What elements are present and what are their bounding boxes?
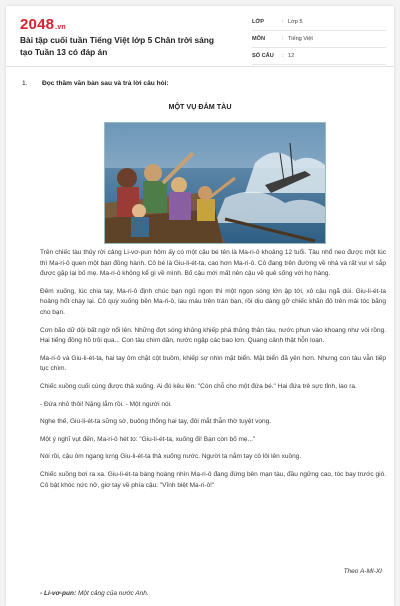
story-paragraph: Đêm xuống, lúc chia tay, Ma-ri-ô định chúc bạn ngủ ngon thì một ngọn sóng lớn ập tới, xô cậu ngã dúi. Giu-li-ét-ta hoảng hốt chạy lại. Cô quỳ xuống bên Ma-ri-ô, lau máu trên trán bạn, rồi dịu dàng gỡ chiếc khăn đỏ trên mái tóc băng cho bạn. [40, 287, 386, 316]
meta-table [252, 14, 386, 65]
footnote-term: - Li-vơ-pun: [40, 590, 77, 597]
footnote [40, 590, 149, 597]
story-paragraph: Ma-ri-ô và Giu-li-ét-ta, hai tay ôm chặt cột buồm, khiếp sợ nhìn mặt biển. Mặt biển đã yên hơn. Nhưng con tàu vẫn tiếp tục chìm. [40, 354, 386, 373]
question-number: 1. [22, 80, 28, 87]
meta-row-subject: MÔN : Tiếng Việt [252, 31, 386, 48]
page-header [6, 6, 394, 67]
document-title: Bài tập cuối tuần Tiếng Việt lớp 5 Chân trời sáng tạo Tuần 13 có đáp án [20, 35, 215, 57]
story-title: MỘT VỤ ĐẮM TÀU [168, 102, 232, 111]
question-heading [22, 80, 169, 87]
story-paragraph: Nghe thế, Giu-li-ét-ta sững sờ, buông thõng hai tay, đôi mắt thẫn thờ tuyệt vọng. [40, 418, 271, 426]
story-author: Theo A-MI-XI [343, 568, 382, 575]
meta-row-grade: LỚP : Lớp 5 [252, 14, 386, 31]
footnote-definition: Một cảng của nước Anh. [76, 590, 149, 597]
shipwreck-image [105, 123, 325, 243]
document-page [6, 6, 394, 606]
story-paragraph: Chiếc xuồng bơi ra xa. Giu-li-ét-ta bàng hoàng nhìn Ma-ri-ô đang đứng bên mạn tàu, đầu ngửng cao, tóc bay trước gió. Cô bật khóc nức nở, giơ tay về phía cậu: "Vĩnh biệt Ma-ri-ô!" [40, 470, 386, 489]
story-paragraph: Một ý nghĩ vụt đến, Ma-ri-ô hét to: "Giu-li-ét-ta, xuống đi! Bạn còn bố mẹ..." [40, 435, 256, 443]
shipwreck-illustration [104, 122, 326, 244]
question-prompt: Đọc thầm văn bản sau và trả lời câu hỏi: [42, 80, 169, 87]
story-paragraph: Trên chiếc tàu thủy rời cảng Li-vơ-pun hôm ấy có một cậu bé tên là Ma-ri-ô khoảng 12 tuổi. Tàu nhổ neo được một lúc thì Ma-ri-ô quen một bạn đồng hành. Cô bé là Giu-li-ét-ta, cao hơn Ma-ri-ô. Cô đang trên đường về nhà và rất vui vì sắp được gặp lại bố mẹ. Ma-ri-ô không kể gì về mình. Bố cậu mới mất nên cậu về quê sống với họ hàng. [40, 249, 386, 278]
story-body [40, 248, 386, 498]
story-paragraph: Cơn bão dữ dội bất ngờ nổi lên. Những đợt sóng khủng khiếp phá thủng thân tàu, nước phun vào khoang như vòi rồng. Hai tiếng đồng hồ trôi qua... Con tàu chìm dần, nước ngập các bao lơn. Quang cảnh thật hỗn loạn. [40, 326, 386, 345]
site-logo[interactable]: 2048.vn [20, 16, 66, 33]
story-paragraph: Chiếc xuồng cuối cùng được thả xuống. Ai đó kêu lên: "Còn chỗ cho một đứa bé." Hai đứa trẻ sực tỉnh, lao ra. [40, 382, 357, 390]
story-paragraph: Nói rồi, cậu ôm ngang lưng Giu-li-ét-ta thả xuống nước. Người ta nắm tay cô lôi lên xuồng. [40, 453, 302, 461]
story-paragraph: - Đứa nhỏ thôi! Nặng lắm rồi. - Một người nói. [40, 400, 172, 408]
meta-row-question-count: SỐ CÂU : 12 [252, 48, 386, 65]
